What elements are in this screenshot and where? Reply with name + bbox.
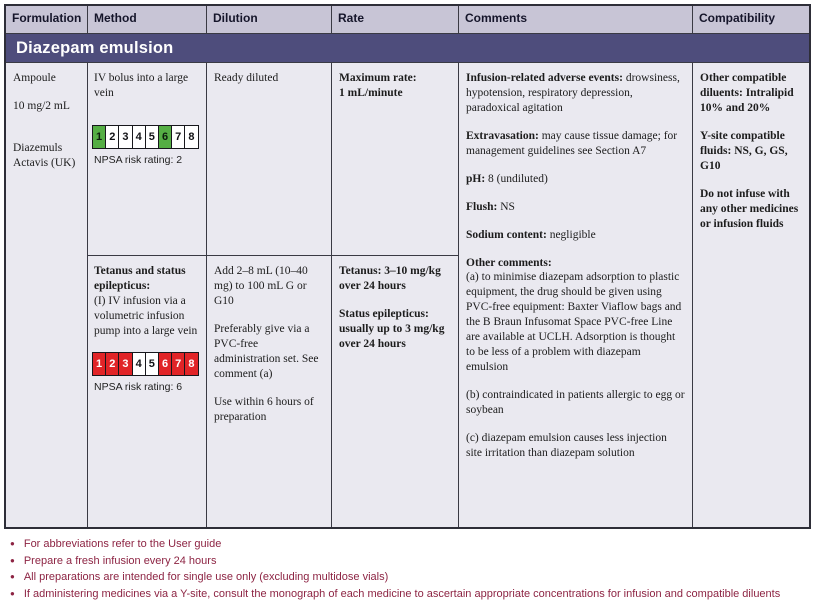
footnote-item [10,538,810,550]
formulation-strength: 10 mg/2 mL [13,99,70,112]
compat-diluents-lead: Other compatible diluents: [700,72,787,99]
npsa-box-1: 1 [92,352,106,376]
bullet-icon: ● [10,539,15,548]
npsa-rating-label: NPSA risk rating: 6 [94,380,183,393]
npsa-box-5: 5 [145,125,159,149]
dilution-infusion-p3: Use within 6 hours of preparation [214,395,314,423]
dilution-bolus-text: Ready diluted [214,72,279,84]
rate-tetanus-lead: Tetanus: [339,265,382,277]
footnote-text: All preparations are intended for single use only (excluding multidose vials) [23,571,389,583]
method-infusion-lead: Tetanus and status epilepticus: [94,265,186,292]
rate-tetanus-value: 3–10 mg/kg over 24 hours [339,265,441,292]
rate-status-epilepticus [339,307,451,352]
footnote-text: Prepare a fresh infusion every 24 hours [23,554,217,567]
comments-sodium-lead: Sodium content: [466,228,547,241]
formulation-cell [6,63,88,527]
compat-ysite [700,129,802,174]
comments-cell [459,63,693,527]
comments-extravasation-lead: Extravasation: [466,129,539,142]
dilution-infusion-p2: Preferably give via a PVC-free administration set. See comment (a) [214,322,319,380]
comments-flush-lead: Flush: [466,200,498,213]
formulation-brand: Diazemuls Actavis (UK) [13,141,76,169]
npsa-box-4: 4 [132,125,146,149]
npsa-risk-scale-bolus [94,125,201,168]
npsa-box-7: 7 [171,125,185,149]
method-infusion-text [94,264,201,339]
npsa-box-8: 8 [184,352,198,376]
comments-flush-text: NS [497,200,515,213]
npsa-boxes [93,352,201,376]
bullet-icon: ● [10,555,15,565]
compat-diluents [700,71,802,116]
comments-ph [466,172,685,187]
column-header-method: Method [88,6,207,34]
npsa-risk-scale-infusion [94,352,201,395]
dilution-infusion-cell [207,255,332,527]
compatibility-cell [693,63,809,527]
bullet-icon: ● [10,572,15,581]
dilution-bolus-cell [207,63,332,255]
column-header-rate: Rate [332,6,459,34]
rate-infusion-cell [332,255,459,527]
npsa-box-7: 7 [171,352,185,376]
comments-ph-lead: pH: [466,172,486,185]
rate-status-value: usually up to 3 mg/kg over 24 hours [339,322,445,350]
comments-extravasation-text: may cause tissue damage; for management guidelines see Section A7 [466,129,678,157]
drug-title-band [6,34,809,63]
footnote-text: If administering medicines via a Y-site, consult the monograph of each medicine to ascertain appropriate concentrations for infusion and compatible diluents [23,587,781,600]
rate-bolus-lead: Maximum rate: [339,72,417,84]
rate-bolus-text [339,71,451,101]
compat-ysite-lead: Y-site compatible fluids: [700,129,785,157]
dilution-infusion-p1: Add 2–8 mL (10–40 mg) to 100 mL G or G10 [214,265,308,307]
comments-adverse-events [466,71,685,116]
column-header-dilution: Dilution [207,6,332,34]
comments-other-heading: Other comments: [466,256,552,269]
npsa-box-3: 3 [118,352,132,376]
npsa-box-2: 2 [105,125,119,149]
compat-diluents-text: Intralipid 10% and 20% [700,86,794,114]
table-body [6,63,809,527]
footnote-text: For abbreviations refer to the User guide [23,538,222,550]
comments-adverse-lead: Infusion-related adverse events: [466,72,623,84]
method-infusion-body: (I) IV infusion via a volumetric infusion pump into a large vein [94,294,198,337]
compat-warning: Do not infuse with any other medicines or infusion fluids [700,187,799,230]
drug-title: Diazepam emulsion [16,38,174,57]
rate-bolus-value: 1 mL/minute [339,86,403,99]
formulation-presentation: Ampoule [13,72,56,84]
rate-status-lead: Status epilepticus: [339,307,429,320]
method-infusion-cell [88,255,207,527]
rate-tetanus [339,264,451,294]
comments-ph-text: 8 (undiluted) [485,172,548,185]
comments-other-c: (c) diazepam emulsion causes less injection site irritation than diazepam solution [466,431,667,459]
comments-sodium [466,228,685,243]
column-header-compatibility: Compatibility [693,6,809,34]
footnote-item [10,571,810,583]
npsa-box-3: 3 [118,125,132,149]
drug-monograph-table [4,4,811,529]
npsa-box-6: 6 [158,125,172,149]
column-header-comments: Comments [459,6,693,34]
compat-ysite-text: NS, G, GS, G10 [700,144,788,172]
comments-other-b: (b) contraindicated in patients allergic to egg or soybean [466,389,685,416]
npsa-box-2: 2 [105,352,119,376]
method-bolus-cell [88,63,207,255]
npsa-box-1: 1 [92,125,106,149]
npsa-box-5: 5 [145,352,159,376]
footnote-item [10,555,810,567]
comments-other-lead [466,256,685,271]
npsa-boxes [93,125,201,149]
npsa-box-8: 8 [184,125,198,149]
npsa-rating-label: NPSA risk rating: 2 [94,153,183,166]
comments-extravasation [466,129,685,159]
comments-sodium-text: negligible [546,228,596,241]
comments-other-a: (a) to minimise diazepam adsorption to plastic equipment, the drug should be given using PVC-free equipment: Baxter Viaflow bags and the B Braun Infusomat Space PVC-free Line are available at UCLH. Adsorption is thought to be less of a problem with diazepam emulsion [466,271,682,374]
npsa-box-6: 6 [158,352,172,376]
footnotes [10,538,810,604]
comments-adverse-text: drowsiness, hypotension, respiratory depression, paradoxical agitation [466,72,680,114]
method-bolus-text: IV bolus into a large vein [94,72,189,99]
bullet-icon: ● [10,588,15,598]
comments-flush [466,200,685,215]
footnote-item [10,588,810,600]
column-header-formulation: Formulation [6,6,88,34]
table-header-row [6,6,809,34]
npsa-box-4: 4 [132,352,146,376]
rate-bolus-cell [332,63,459,255]
